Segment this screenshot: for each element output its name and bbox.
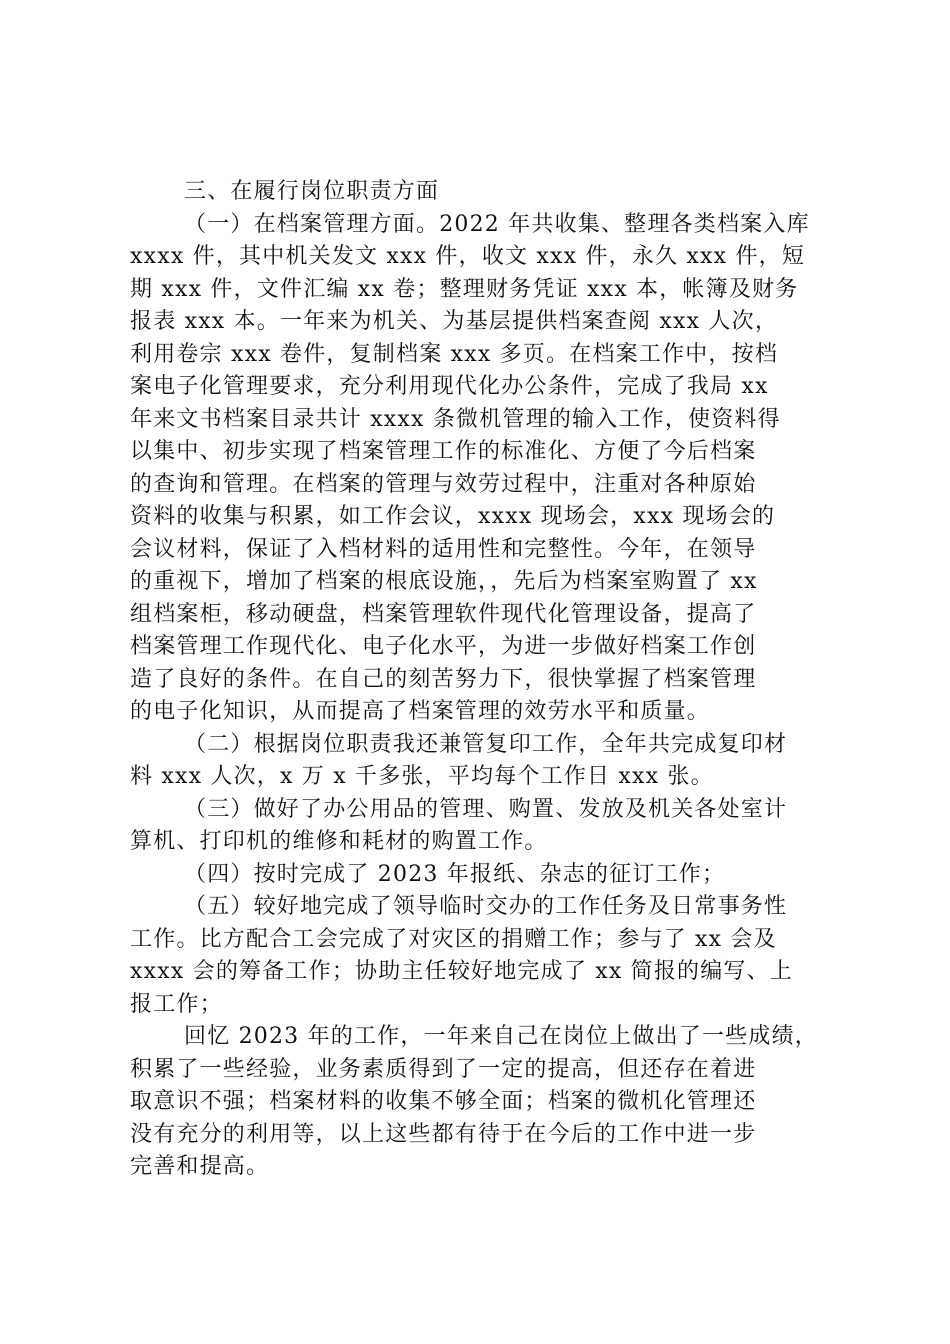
paragraph-line: 算机、打印机的维修和耗材的购置工作。 xyxy=(130,829,548,854)
paragraph-line: 年来文书档案目录共计 xxxx 条微机管理的输入工作，使资料得 xyxy=(130,406,781,432)
paragraph-line: 完善和提高。 xyxy=(130,1154,270,1179)
paragraph-line: （三）做好了办公用品的管理、购置、发放及机关各处室计 xyxy=(184,796,788,822)
paragraph-line: 的重视下，增加了档案的根底设施，，先后为档案室购置了 xx xyxy=(130,569,758,594)
paragraph-line: 料 xxx 人次，x 万 x 千多张，平均每个工作日 xxx 张。 xyxy=(130,764,714,789)
paragraph-line: （五）较好地完成了领导临时交办的工作任务及日常事务性 xyxy=(184,894,788,919)
paragraph-line: 利用卷宗 xxx 卷件，复制档案 xxx 多页。在档案工作中，按档 xyxy=(130,341,779,367)
paragraph-line: 会议材料，保证了入档材料的适用性和完整性。今年，在领导 xyxy=(130,536,757,562)
paragraph-line: 以集中、初步实现了档案管理工作的标准化、方便了今后档案 xyxy=(130,439,757,464)
paragraph-line: （四）按时完成了 2023 年报纸、杂志的征订工作； xyxy=(184,861,726,887)
paragraph-line: （二）根据岗位职责我还兼管复印工作，全年共完成复印材 xyxy=(184,731,788,757)
paragraph-line: 造了良好的条件。在自己的刻苦努力下，很快掌握了档案管理 xyxy=(130,666,757,692)
paragraph-line: xxxx 会的筹备工作；协助主任较好地完成了 xx 简报的编写、上 xyxy=(130,959,794,984)
paragraph-line: 资料的收集与积累，如工作会议，xxxx 现场会，xxx 现场会的 xyxy=(130,504,776,529)
paragraph-line: 取意识不强；档案材料的收集不够全面；档案的微机化管理还 xyxy=(130,1089,757,1114)
paragraph-line: 积累了一些经验，业务素质得到了一定的提高，但还存在着进 xyxy=(130,1056,757,1082)
paragraph-line: 报工作； xyxy=(130,991,223,1017)
paragraph-line: 回忆 2023 年的工作，一年来自己在岗位上做出了一些成绩， xyxy=(184,1024,818,1049)
paragraph-line: 工作。比方配合工会完成了对灾区的捐赠工作；参与了 xx 会及 xyxy=(130,926,777,952)
paragraph-line: 的电子化知识，从而提高了档案管理的效劳水平和质量。 xyxy=(130,699,711,724)
paragraph-line: xxxx 件，其中机关发文 xxx 件，收文 xxx 件，永久 xxx 件，短 xyxy=(130,244,806,269)
document-body xyxy=(130,176,830,1184)
paragraph-line: 组档案柜，移动硬盘，档案管理软件现代化管理设备，提高了 xyxy=(130,601,757,627)
paragraph-line: 档案管理工作现代化、电子化水平，为进一步做好档案工作创 xyxy=(130,634,757,659)
paragraph-line: （一）在档案管理方面。2022 年共收集、整理各类档案入库 xyxy=(184,211,810,237)
paragraph-line: 期 xxx 件，文件汇编 xx 卷；整理财务凭证 xxx 本，帐簿及财务 xyxy=(130,276,799,302)
paragraph-line: 报表 xxx 本。一年来为机关、为基层提供档案查阅 xxx 人次， xyxy=(130,309,779,334)
paragraph-line: 没有充分的利用等，以上这些都有待于在今后的工作中进一步 xyxy=(130,1121,757,1147)
section-heading: 三、在履行岗位职责方面 xyxy=(184,179,440,204)
paragraph-line: 案电子化管理要求，充分利用现代化办公条件，完成了我局 xx xyxy=(130,374,769,399)
paragraph-line: 的查询和管理。在档案的管理与效劳过程中，注重对各种原始 xyxy=(130,471,757,497)
